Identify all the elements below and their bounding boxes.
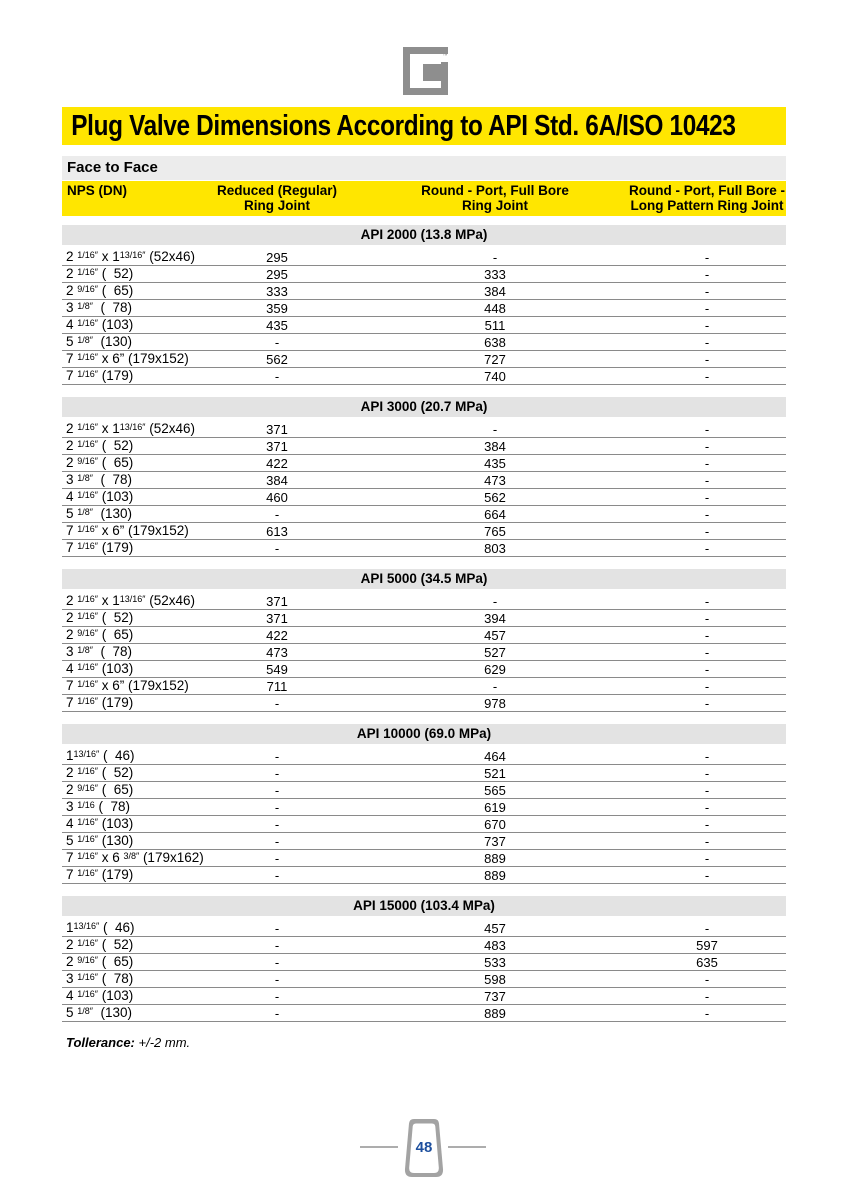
dimension-value-cell: 435 <box>266 318 288 333</box>
nps-size-cell: 2 $^{1/16''}$ ( 52) <box>66 765 134 780</box>
dimension-value-cell: - <box>704 628 710 643</box>
nps-size-cell: 2 $^{1/16''}$ ( 52) <box>66 266 134 281</box>
dimension-value-cell: - <box>492 679 498 694</box>
dimension-value-cell: - <box>704 267 710 282</box>
nps-size-cell: 3 $^{1/8''}$ ( 78) <box>66 472 132 487</box>
dimension-value-cell: 613 <box>266 524 288 539</box>
dimension-value-cell: 483 <box>484 938 506 953</box>
table-row <box>62 540 786 557</box>
dimension-value-cell: - <box>704 766 710 781</box>
table-row <box>62 1005 786 1022</box>
dimension-value-cell: 521 <box>484 766 506 781</box>
dimension-value-cell: 765 <box>484 524 506 539</box>
dimension-value-cell: - <box>704 335 710 350</box>
section-header: API 15000 (103.4 MPa) <box>62 896 786 916</box>
dimension-value-cell: - <box>704 645 710 660</box>
dimension-value-cell: 664 <box>484 507 506 522</box>
nps-size-cell: 3 $^{1/16''}$ ( 78) <box>66 971 134 986</box>
dimension-value-cell: 473 <box>484 473 506 488</box>
table-row <box>62 610 786 627</box>
column-header-reduced-ring-joint: Reduced (Regular) Ring Joint <box>216 183 338 213</box>
table-row <box>62 334 786 351</box>
table-row <box>62 988 786 1005</box>
dimension-value-cell: 803 <box>484 541 506 556</box>
dimension-value-cell: 359 <box>266 301 288 316</box>
table-row <box>62 748 786 765</box>
pressure-class-section <box>62 397 786 557</box>
table-row <box>62 455 786 472</box>
column-header-round-port-full-bore: Round - Port, Full Bore Ring Joint <box>421 183 569 213</box>
table-row <box>62 368 786 385</box>
dimension-value-cell: 533 <box>484 955 506 970</box>
dimension-value-cell: 371 <box>266 594 288 609</box>
dimension-value-cell: - <box>704 369 710 384</box>
pressure-class-section <box>62 569 786 712</box>
dimension-value-cell: - <box>704 250 710 265</box>
table-row <box>62 937 786 954</box>
table-row <box>62 678 786 695</box>
dimension-value-cell: 457 <box>484 921 506 936</box>
dimension-value-cell: - <box>704 972 710 987</box>
dimension-value-cell: - <box>274 955 280 970</box>
dimension-value-cell: 435 <box>484 456 506 471</box>
dimension-value-cell: - <box>704 456 710 471</box>
dimension-value-cell: - <box>704 817 710 832</box>
table-header-row <box>62 181 786 216</box>
dimension-value-cell: 371 <box>266 611 288 626</box>
dimension-value-cell: - <box>704 851 710 866</box>
tolerance-note <box>62 1035 786 1050</box>
dimension-value-cell: - <box>704 921 710 936</box>
table-row <box>62 523 786 540</box>
dimension-value-cell: 737 <box>484 834 506 849</box>
nps-size-cell: 4 $^{1/16''}$ (103) <box>66 317 134 332</box>
table-row <box>62 695 786 712</box>
table-row <box>62 438 786 455</box>
dimension-value-cell: 460 <box>266 490 288 505</box>
dimension-value-cell: - <box>274 972 280 987</box>
dimension-value-cell: 295 <box>266 250 288 265</box>
dimension-value-cell: - <box>274 766 280 781</box>
table-row <box>62 644 786 661</box>
dimension-value-cell: - <box>274 369 280 384</box>
pressure-class-section <box>62 896 786 1022</box>
dimension-value-cell: 889 <box>484 1006 506 1021</box>
dimension-value-cell: 889 <box>484 868 506 883</box>
nps-size-cell: 3 $^{1/8''}$ ( 78) <box>66 644 132 659</box>
dimension-value-cell: - <box>704 352 710 367</box>
nps-size-cell: 2 $^{9/16''}$ ( 65) <box>66 627 134 642</box>
nps-size-cell: 7 $^{1/16''}$ (179) <box>66 695 134 710</box>
dimension-value-cell: 598 <box>484 972 506 987</box>
dimension-value-cell: - <box>704 783 710 798</box>
dimension-value-cell: 464 <box>484 749 506 764</box>
table-row <box>62 920 786 937</box>
dimension-value-cell: - <box>274 335 280 350</box>
nps-size-cell: 7 $^{1/16''}$ (179) <box>66 368 134 383</box>
dimension-value-cell: - <box>704 507 710 522</box>
nps-size-cell: 4 $^{1/16''}$ (103) <box>66 816 134 831</box>
dimension-value-cell: 562 <box>266 352 288 367</box>
dimension-value-cell: - <box>492 250 498 265</box>
brand-logo <box>403 47 448 95</box>
dimension-value-cell: - <box>704 318 710 333</box>
nps-size-cell: 7 $^{1/16''}$ x 6 $^{3/8''}$ (179x162) <box>66 850 204 865</box>
nps-size-cell: 4 $^{1/16''}$ (103) <box>66 489 134 504</box>
dimension-value-cell: 394 <box>484 611 506 626</box>
nps-size-cell: 7 $^{1/16''}$ x 6” (179x152) <box>66 523 189 538</box>
dimension-value-cell: - <box>704 611 710 626</box>
table-row <box>62 833 786 850</box>
nps-size-cell: 5 $^{1/8''}$ (130) <box>66 334 132 349</box>
dimension-value-cell: - <box>704 679 710 694</box>
nps-size-cell: 2 $^{1/16''}$ ( 52) <box>66 610 134 625</box>
nps-size-cell: 2 $^{1/16''}$ ( 52) <box>66 937 134 952</box>
dimension-value-cell: - <box>704 1006 710 1021</box>
pressure-class-section <box>62 225 786 385</box>
dimension-value-cell: - <box>704 439 710 454</box>
dimension-value-cell: - <box>274 851 280 866</box>
nps-size-cell: 5 $^{1/8''}$ (130) <box>66 506 132 521</box>
nps-size-cell: 2 $^{9/16''}$ ( 65) <box>66 283 134 298</box>
dimension-value-cell: 619 <box>484 800 506 815</box>
dimension-value-cell: 565 <box>484 783 506 798</box>
dimensions-table-body <box>62 225 786 1022</box>
dimension-value-cell: - <box>704 834 710 849</box>
dimension-value-cell: 422 <box>266 628 288 643</box>
tolerance-value: +/-2 mm. <box>138 1035 191 1050</box>
nps-size-cell: 7 $^{1/16''}$ (179) <box>66 540 134 555</box>
nps-size-cell: 2 $^{1/16''}$ x $1^{13/16''}$ (52x46) <box>66 593 195 608</box>
dimension-value-cell: - <box>274 868 280 883</box>
dimension-value-cell: 737 <box>484 989 506 1004</box>
page-number: 48 <box>415 1139 433 1156</box>
dimension-value-cell: 527 <box>484 645 506 660</box>
section-header: API 2000 (13.8 MPa) <box>62 225 786 245</box>
dimension-value-cell: 635 <box>696 955 718 970</box>
table-row <box>62 850 786 867</box>
table-row <box>62 317 786 334</box>
table-row <box>62 627 786 644</box>
column-header-long-pattern: Round - Port, Full Bore - Long Pattern Ring Joint <box>629 183 785 213</box>
dimension-value-cell: - <box>492 594 498 609</box>
dimension-value-cell: - <box>274 783 280 798</box>
nps-size-cell: 7 $^{1/16''}$ (179) <box>66 867 134 882</box>
dimension-value-cell: 727 <box>484 352 506 367</box>
table-caption: Face to Face <box>62 156 786 180</box>
nps-size-cell: $1^{13/16''}$ ( 46) <box>66 748 135 763</box>
dimension-value-cell: 457 <box>484 628 506 643</box>
dimension-value-cell: - <box>704 696 710 711</box>
table-row <box>62 489 786 506</box>
nps-size-cell: 3 $^{1/8''}$ ( 78) <box>66 300 132 315</box>
dimension-value-cell: - <box>704 662 710 677</box>
dimension-value-cell: - <box>274 800 280 815</box>
pressure-class-section <box>62 724 786 884</box>
tolerance-label: Tollerance: <box>66 1035 135 1050</box>
table-row <box>62 867 786 884</box>
dimension-value-cell: 629 <box>484 662 506 677</box>
page-number-badge <box>402 1118 446 1178</box>
dimension-value-cell: 638 <box>484 335 506 350</box>
dimension-value-cell: 384 <box>266 473 288 488</box>
table-row <box>62 765 786 782</box>
nps-size-cell: 3 $^{1/16}$ ( 78) <box>66 799 131 814</box>
page-title: Plug Valve Dimensions According to API Std. 6A/ISO 10423 <box>71 110 736 142</box>
table-row <box>62 266 786 283</box>
dimension-value-cell: - <box>274 696 280 711</box>
dimension-value-cell: 711 <box>266 679 288 694</box>
dimension-value-cell: 670 <box>484 817 506 832</box>
dimension-value-cell: 473 <box>266 645 288 660</box>
table-row <box>62 472 786 489</box>
section-header: API 5000 (34.5 MPa) <box>62 569 786 589</box>
table-row <box>62 954 786 971</box>
nps-size-cell: 2 $^{9/16''}$ ( 65) <box>66 954 134 969</box>
dimension-value-cell: - <box>274 541 280 556</box>
section-header: API 10000 (69.0 MPa) <box>62 724 786 744</box>
dimension-value-cell: - <box>704 541 710 556</box>
dimension-value-cell: 384 <box>484 284 506 299</box>
dimension-value-cell: 295 <box>266 267 288 282</box>
dimension-value-cell: 511 <box>484 318 506 333</box>
trademark-icon: ™ <box>442 53 448 59</box>
dimension-value-cell: - <box>704 490 710 505</box>
table-row <box>62 816 786 833</box>
dimension-value-cell: 448 <box>484 301 506 316</box>
dimension-value-cell: 333 <box>484 267 506 282</box>
page-title-bar <box>62 107 786 145</box>
dimension-value-cell: - <box>704 422 710 437</box>
dimension-value-cell: - <box>274 817 280 832</box>
table-row <box>62 971 786 988</box>
table-row <box>62 799 786 816</box>
table-row <box>62 661 786 678</box>
dimension-value-cell: 333 <box>266 284 288 299</box>
dimension-value-cell: 597 <box>696 938 718 953</box>
nps-size-cell: 2 $^{1/16''}$ x $1^{13/16''}$ (52x46) <box>66 421 195 436</box>
dimension-value-cell: 371 <box>266 422 288 437</box>
column-header-nps: NPS (DN) <box>67 183 127 198</box>
table-row <box>62 593 786 610</box>
section-header: API 3000 (20.7 MPa) <box>62 397 786 417</box>
table-row <box>62 300 786 317</box>
table-row <box>62 283 786 300</box>
footer-rule-left <box>360 1146 398 1148</box>
logo-g-tongue <box>423 64 448 81</box>
table-row <box>62 249 786 266</box>
dimension-value-cell: - <box>704 473 710 488</box>
nps-size-cell: 2 $^{1/16''}$ x $1^{13/16''}$ (52x46) <box>66 249 195 264</box>
dimension-value-cell: 889 <box>484 851 506 866</box>
nps-size-cell: $1^{13/16''}$ ( 46) <box>66 920 135 935</box>
nps-size-cell: 7 $^{1/16''}$ x 6” (179x152) <box>66 678 189 693</box>
nps-size-cell: 5 $^{1/16''}$ (130) <box>66 833 134 848</box>
nps-size-cell: 7 $^{1/16''}$ x 6” (179x152) <box>66 351 189 366</box>
dimension-value-cell: - <box>704 594 710 609</box>
dimension-value-cell: - <box>274 749 280 764</box>
dimension-value-cell: - <box>704 284 710 299</box>
dimension-value-cell: - <box>704 749 710 764</box>
nps-size-cell: 2 $^{9/16''}$ ( 65) <box>66 455 134 470</box>
nps-size-cell: 5 $^{1/8''}$ (130) <box>66 1005 132 1020</box>
dimension-value-cell: - <box>704 868 710 883</box>
dimension-value-cell: 549 <box>266 662 288 677</box>
dimension-value-cell: - <box>704 989 710 1004</box>
dimension-value-cell: - <box>492 422 498 437</box>
dimension-value-cell: 562 <box>484 490 506 505</box>
dimension-value-cell: 978 <box>484 696 506 711</box>
dimension-value-cell: - <box>274 1006 280 1021</box>
dimension-value-cell: - <box>274 989 280 1004</box>
dimension-value-cell: - <box>274 938 280 953</box>
nps-size-cell: 4 $^{1/16''}$ (103) <box>66 988 134 1003</box>
nps-size-cell: 2 $^{9/16''}$ ( 65) <box>66 782 134 797</box>
footer-rule-right <box>448 1146 486 1148</box>
table-row <box>62 421 786 438</box>
dimension-value-cell: 422 <box>266 456 288 471</box>
dimension-value-cell: 740 <box>484 369 506 384</box>
table-row <box>62 506 786 523</box>
dimension-value-cell: - <box>704 301 710 316</box>
dimension-value-cell: - <box>274 834 280 849</box>
dimension-value-cell: - <box>704 524 710 539</box>
dimension-value-cell: 384 <box>484 439 506 454</box>
dimension-value-cell: - <box>704 800 710 815</box>
dimension-value-cell: - <box>274 507 280 522</box>
dimension-value-cell: 371 <box>266 439 288 454</box>
table-row <box>62 782 786 799</box>
nps-size-cell: 2 $^{1/16''}$ ( 52) <box>66 438 134 453</box>
nps-size-cell: 4 $^{1/16''}$ (103) <box>66 661 134 676</box>
table-row <box>62 351 786 368</box>
dimension-value-cell: - <box>274 921 280 936</box>
page-content <box>62 107 786 1050</box>
